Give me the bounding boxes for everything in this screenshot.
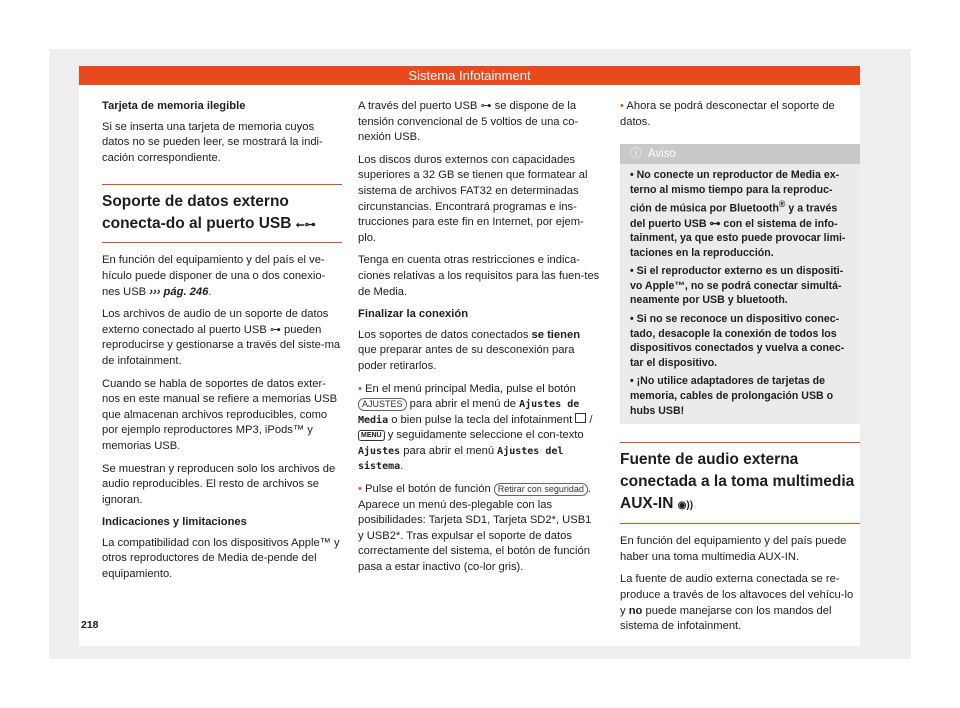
text: En función del equipamiento y del país el ve-hículo puede disponer de una o dos conexio-nes USB <box>102 254 326 298</box>
text: En el menú principal Media, pulse el botón <box>365 382 576 395</box>
notice-box <box>620 144 860 424</box>
text: con el sistema de info-tainment, ya que esto puede provocar limi-taciones en la reproducción. <box>630 217 846 259</box>
text-bold: se tienen <box>531 328 581 341</box>
text: Si no se reconoce un dispositivo conec-tado, desacople la conexión de todos los dispositivos conectados y vuelva a conec-tar el dispositivo. <box>630 313 845 369</box>
text: ¡No utilice adaptadores de tarjetas de memoria, cables de prolongación USB o hubs USB! <box>630 375 834 417</box>
usb-icon: ⊶ <box>269 323 281 336</box>
section-title-usb <box>102 184 342 243</box>
step-3 <box>620 99 860 130</box>
info-icon: ⓘ <box>630 148 642 161</box>
home-grid-icon <box>575 413 586 423</box>
notice-item: • Si el reproductor externo es un dispositi-vo Apple™, no se podrá conectar simultá-neamente por USB y bluetooth. <box>630 265 844 307</box>
text: . <box>400 460 404 473</box>
paragraph: Se muestran y reproducen solo los archivos de audio reproducibles. El resto de archivos se ignoran. <box>102 462 336 506</box>
text: Los soportes de datos conectados <box>358 328 529 341</box>
paragraph: En función del equipamiento y del país puede haber una toma multimedia AUX-IN. <box>620 535 847 563</box>
paragraph <box>358 328 600 375</box>
bullet-icon: • <box>358 483 362 496</box>
column-1 <box>102 99 342 590</box>
text-bold: no <box>628 604 643 617</box>
text: para abrir el menú <box>403 444 495 457</box>
heading-limits: Indicaciones y limitaciones <box>102 516 247 529</box>
usb-icon: ⊶ <box>480 100 492 112</box>
page-reference-link[interactable]: ››› pág. 246 <box>149 285 209 298</box>
paragraph <box>620 572 860 634</box>
notice-item: • No conecte un reproductor de Media ex-terno al mismo tiempo para la reproduc-ción de música por Bluetooth® y a través del puerto USB ⊶ con el sistema de info-tainment, ya que esto puede provocar limi-taciones en la reproducción. <box>630 169 846 259</box>
text: Ahora se podrá desconectar el soporte de datos. <box>620 100 835 128</box>
paragraph: Si se inserta una tarjeta de memoria cuyos datos no se pueden leer, se mostrará la indi-cación correspondiente. <box>102 120 323 164</box>
text: No conecte un reproductor de Media ex-terno al mismo tiempo para la reproduc-ción de música por Bluetooth <box>630 169 840 215</box>
step-2 <box>358 482 600 576</box>
notice-item: • ¡No utilice adaptadores de tarjetas de memoria, cables de prolongación USB o hubs USB! <box>630 375 834 417</box>
usb-icon: ⭠⊶ <box>295 219 316 232</box>
text: Si el reproductor externo es un dispositi-vo Apple™, no se podrá conectar simultá-neamente por USB y bluetooth. <box>630 265 844 307</box>
text: Los archivos de audio de un soporte de datos externo conectado al puerto USB <box>102 308 329 336</box>
notice-title: Aviso <box>647 148 676 161</box>
text: Pulse el botón de función <box>365 483 491 496</box>
paragraph <box>102 253 342 300</box>
text: para abrir el menú de <box>409 398 516 411</box>
paragraph: Los discos duros externos con capacidades superiores a 32 GB se tienen que formatear al sistema de archivos FAT32 en determinadas circunstancias. Encontrará programas e ins-trucciones para este fin en Internet, por ejem-plo. <box>358 153 588 244</box>
text: se dispone de la tensión convencional de 5 voltios de una co-nexión USB. <box>358 100 579 144</box>
text: o bien pulse la tecla del infotainment <box>391 413 573 426</box>
page-header: Sistema Infotainment <box>79 66 860 85</box>
text: pueden reproducirse y gestionarse a través del siste-ma de infotainment. <box>102 323 341 367</box>
text: La fuente de audio externa conectada se re-produce a través de los altavoces del vehícu-lo y <box>620 573 854 617</box>
bullet-icon: • <box>358 382 362 395</box>
paragraph: Cuando se habla de soportes de datos exter-nos en este manual se refiere a memorias USB que almacenan archivos reproducibles, como por ejemplo reproductores MP3, iPods™ y memorias USB. <box>102 377 338 452</box>
text: y seguidamente seleccione el con-texto <box>387 429 584 442</box>
section-title-text: Soporte de datos externo conecta-do al puerto USB <box>102 193 292 233</box>
retirar-con-seguridad-button[interactable]: Retirar con seguridad <box>494 483 588 496</box>
heading-illegible-card: Tarjeta de memoria ilegible <box>102 100 246 112</box>
text: que preparar antes de su desconexión para poder retirarlos. <box>358 344 575 372</box>
text: . <box>208 285 212 298</box>
paragraph: Tenga en cuenta otras restricciones e indica-ciones relativas a los requisitos para las fuen-tes de Media. <box>358 254 600 298</box>
text: A través del puerto USB <box>358 100 478 112</box>
column-3 <box>620 99 860 642</box>
notice-header <box>620 144 860 164</box>
column-2 <box>358 99 600 583</box>
ajustes-button[interactable]: AJUSTES <box>358 398 407 411</box>
usb-icon: ⊶ <box>709 217 721 230</box>
registered-mark: ® <box>778 199 786 210</box>
paragraph <box>102 307 342 369</box>
text: puede manejarse con los mandos del sistema de infotainment. <box>620 604 832 633</box>
section-title-aux <box>620 442 860 524</box>
menu-name-ajustes-sistema: Ajustes del sistema <box>358 445 564 473</box>
menu-name-ajustes-media: Ajustes de Media <box>358 399 580 426</box>
bullet-icon: • <box>620 100 624 112</box>
context-name-ajustes: Ajustes <box>358 445 401 457</box>
menu-key-icon[interactable]: MENU <box>358 430 385 441</box>
text: . Aparece un menú des-plegable con las posibilidades: Tarjeta SD1, Tarjeta SD2*, USB1 y USB2*. Tras expulsar el soporte de datos correctamente del sistema, el botón de función pasa a estar inactivo (co-lor gris). <box>358 483 592 574</box>
aux-audio-icon: ◉)) <box>677 500 694 512</box>
paragraph <box>358 99 600 146</box>
text: y a través del puerto USB <box>630 202 838 230</box>
section-title-text: Fuente de audio externa conectada a la toma multimedia AUX-IN <box>620 451 855 513</box>
paragraph: La compatibilidad con los dispositivos Apple™ y otros reproductores de Media de-pende del equipamiento. <box>102 536 340 581</box>
notice-item: • Si no se reconoce un dispositivo conec-tado, desacople la conexión de todos los dispositivos conectados y vuelva a conec-tar el dispositivo. <box>630 313 845 369</box>
step-1: • En el menú principal Media, pulse el botón AJUSTES para abrir el menú de Ajustes de Media o bien pulse la tecla del infotainment / MENU y seguidamente seleccione el con-texto Ajustes para abrir el menú Ajustes del sistema. <box>358 382 593 473</box>
heading-disconnect: Finalizar la conexión <box>358 308 469 321</box>
page-number: 218 <box>81 619 99 631</box>
